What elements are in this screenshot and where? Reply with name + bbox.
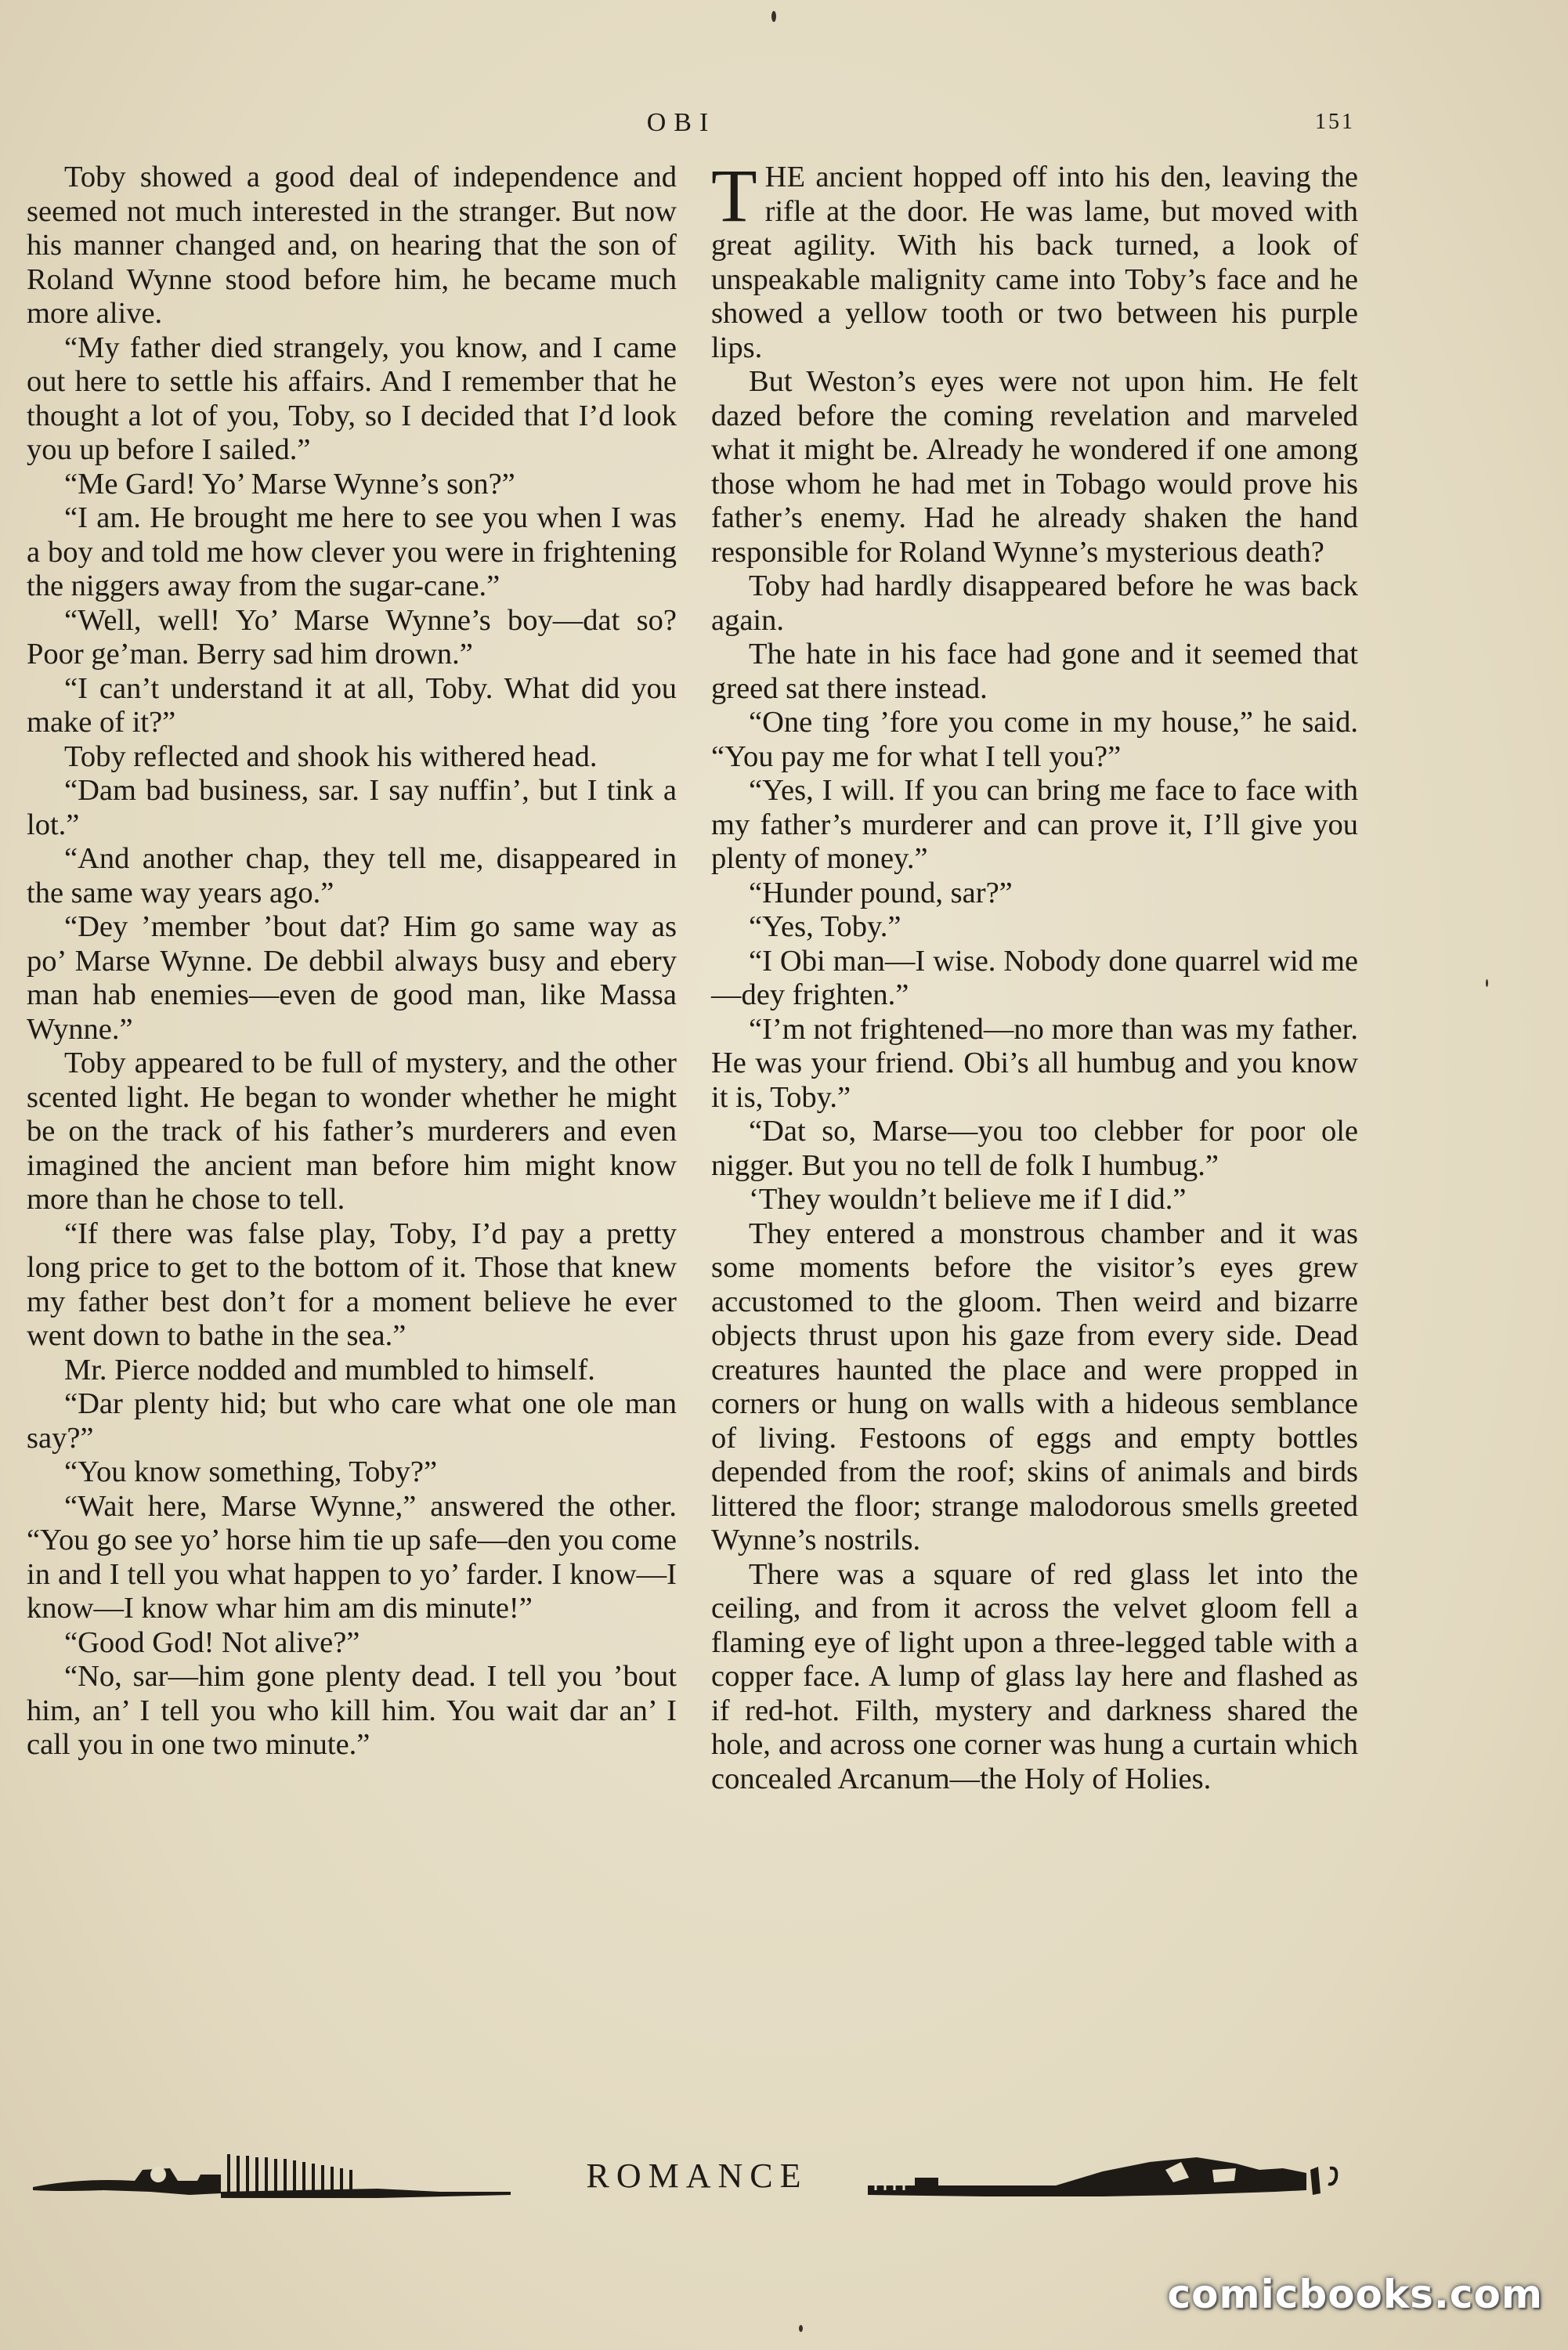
paragraph: “Dam bad business, sar. I say nuffin’, but I tink a lot.”	[27, 774, 677, 841]
right-ornament-icon	[868, 2146, 1346, 2201]
paragraph: “Dat so, Marse—you too clebber for poor ole nigger. But you no tell de folk I humbug.”	[711, 1115, 1358, 1182]
paragraph: But Weston’s eyes were not upon him. He felt dazed before the coming revelation and marveled what it might be. Already he wondered if one among those whom he had met in Tobago would prove his father’s enemy. Had he already shaken the hand responsible for Roland Wynne’s mysterious death?	[711, 365, 1358, 569]
paragraph: “Me Gard! Yo’ Marse Wynne’s son?”	[64, 467, 515, 501]
paragraph: There was a square of red glass let into the ceiling, and from it across the velvet gloom fell a flaming eye of light upon a three-legged table with a copper face. A lump of glass lay here and flashed as if red-hot. Filth, mystery and darkness shared the hole, and across one corner was hung a curtain which concealed Arcanum—the Holy of Holies.	[711, 1557, 1358, 1795]
ink-speck	[1486, 979, 1488, 987]
paragraph: “Yes, Toby.”	[749, 910, 901, 943]
paragraph: “And another chap, they tell me, disappeared in the same way years ago.”	[27, 842, 677, 909]
paragraph: ‘They wouldn’t believe me if I did.”	[749, 1183, 1187, 1216]
paragraph: “I can’t understand it at all, Toby. What did you make of it?”	[27, 671, 677, 739]
magazine-title: ROMANCE	[586, 2157, 808, 2195]
watermark: comicbooks.com	[1167, 2272, 1543, 2317]
paragraph: Toby showed a good deal of independence and seemed not much interested in the stranger. But now his manner changed and, on hearing that the son of Roland Wynne stood before him, he became much more alive.	[27, 161, 677, 330]
paragraph: Toby had hardly disappeared before he was back again.	[711, 569, 1358, 637]
ink-speck	[771, 11, 776, 22]
drop-cap: T	[711, 154, 757, 237]
left-ornament-icon	[33, 2146, 511, 2201]
paragraph: “I’m not frightened—no more than was my father. He was your friend. Obi’s all humbug and you know it is, Toby.”	[711, 1012, 1358, 1114]
paragraph: “Wait here, Marse Wynne,” answered the other. “You go see yo’ horse him tie up safe—den you come in and I tell you what happen to yo’ farder. I know—I know—I know whar him am dis minute!”	[27, 1489, 677, 1625]
running-title: OBI	[646, 108, 717, 137]
paragraph: “My father died strangely, you know, and I came out here to settle his affairs. And I remember that he thought a lot of you, Toby, so I decided that I’d look you up before I sailed.”	[27, 331, 677, 466]
right-column	[711, 154, 1358, 1796]
paragraph: “Dey ’member ’bout dat? Him go same way as po’ Marse Wynne. De debbil always busy and ebery man hab enemies—even de good man, like Massa Wynne.”	[27, 910, 677, 1046]
paragraph: The hate in his face had gone and it seemed that greed sat there instead.	[711, 638, 1358, 705]
paragraph: Toby reflected and shook his withered head.	[64, 739, 598, 773]
paragraph: “One ting ’fore you come in my house,” he said. “You pay me for what I tell you?”	[711, 706, 1358, 773]
paragraph: “Dar plenty hid; but who care what one ole man say?”	[27, 1387, 677, 1455]
paragraph: “If there was false play, Toby, I’d pay a pretty long price to get to the bottom of it. Those that knew my father best don’t for a moment believe he ever went down to bathe in the sea.”	[27, 1217, 677, 1352]
paragraph: “No, sar—him gone plenty dead. I tell you ’bout him, an’ I tell you who kill him. You wait dar an’ I call you in one two minute.”	[27, 1660, 677, 1761]
paragraph: “I am. He brought me here to see you when I was a boy and told me how clever you were in frightening the niggers away from the sugar-cane.”	[27, 501, 677, 602]
opening-paragraph-text: HE ancient hopped off into his den, leaving the rifle at the door. He was lame, but moved with great agility. With his back turned, a look of unspeakable malignity came into Toby’s face and he showed a yellow tooth or two between his purple lips.	[711, 161, 1358, 364]
opening-paragraph	[711, 154, 1358, 365]
paragraph: “I Obi man—I wise. Nobody done quarrel wid me—dey frighten.”	[711, 944, 1358, 1011]
left-column	[27, 161, 677, 1762]
paragraph: “Well, well! Yo’ Marse Wynne’s boy—dat so? Poor ge’man. Berry sad him drown.”	[27, 603, 677, 671]
paragraph: Toby appeared to be full of mystery, and the other scented light. He began to wonder whether he might be on the track of his father’s murderers and even imagined the ancient man before him might know more than he chose to tell.	[27, 1047, 677, 1216]
page-number: 151	[1315, 110, 1355, 134]
footer	[0, 2146, 1568, 2209]
paragraph: They entered a monstrous chamber and it was some moments before the visitor’s eyes grew accustomed to the gloom. Then weird and bizarre objects thrust upon his gaze from every side. Dead creatures haunted the place and were propped in corners or hung on walls with a hideous semblance of living. Festoons of eggs and empty bottles depended from the roof; skins of animals and birds littered the floor; strange malodorous smells greeted Wynne’s nostrils.	[711, 1217, 1358, 1556]
running-head	[0, 108, 1568, 155]
paragraph: “Good God! Not alive?”	[64, 1625, 360, 1659]
ink-speck	[799, 2325, 803, 2332]
paragraph: “You know something, Toby?”	[64, 1455, 438, 1488]
paragraph: “Yes, I will. If you can bring me face to face with my father’s murderer and can prove it, I’ll give you plenty of money.”	[711, 774, 1358, 875]
paragraph: Mr. Pierce nodded and mumbled to himself.	[64, 1353, 595, 1386]
paragraph: “Hunder pound, sar?”	[749, 876, 1013, 909]
